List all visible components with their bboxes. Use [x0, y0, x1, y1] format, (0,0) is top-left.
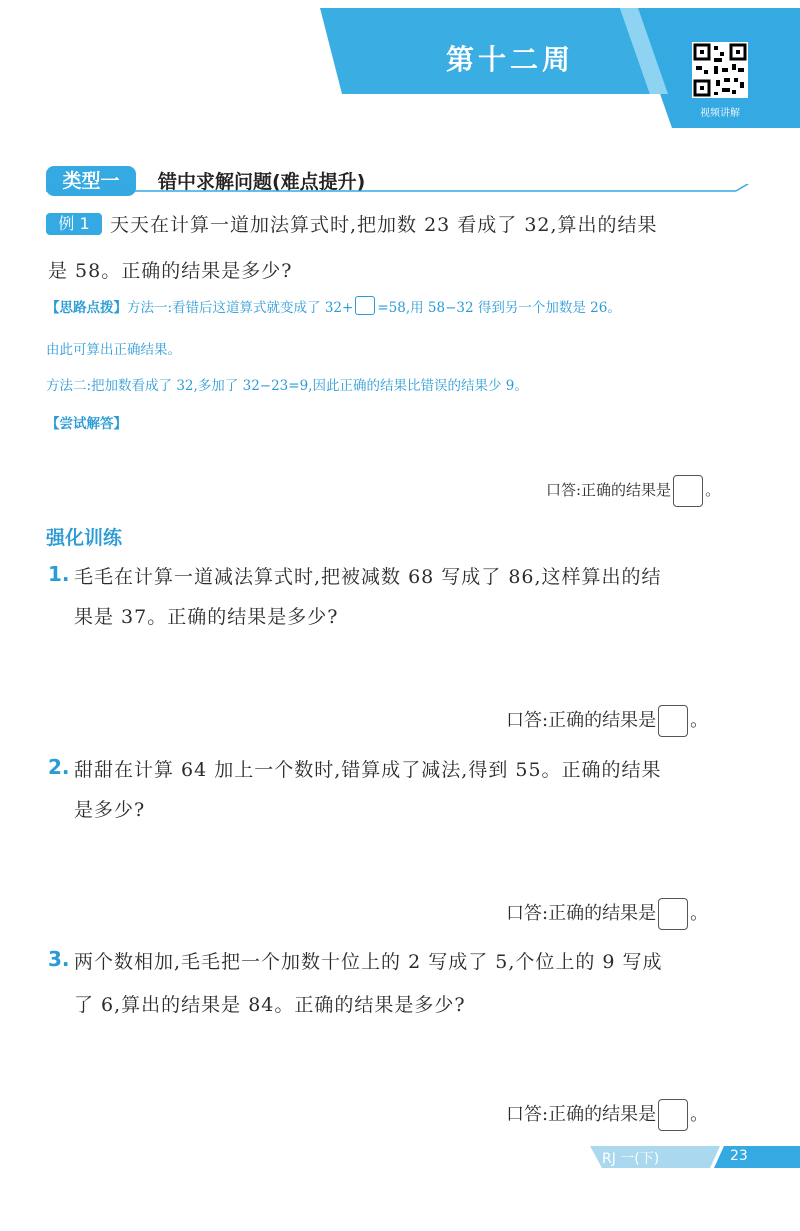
question-number: 2.: [48, 755, 70, 779]
question-number: 3.: [48, 947, 70, 971]
example-question-line-1: 天天在计算一道加法算式时,把加数 23 看成了 32,算出的结果: [110, 214, 658, 236]
answer-prefix: 口答:正确的结果是: [506, 903, 657, 924]
hint-blank-box: [355, 296, 375, 315]
question-2-line-2: 是多少?: [74, 799, 146, 821]
question-1-line-2: 果是 37。正确的结果是多少?: [74, 606, 339, 628]
answer-prefix: 口答:正确的结果是: [506, 710, 657, 731]
question-number: 1.: [48, 562, 70, 586]
hint-line-2: 由此可算出正确结果。: [46, 342, 181, 358]
answer-box[interactable]: [658, 1099, 688, 1131]
question-3-line-2: 了 6,算出的结果是 84。正确的结果是多少?: [74, 994, 466, 1016]
answer-suffix: 。: [690, 710, 709, 731]
footer-label: RJ 一(下): [602, 1151, 660, 1167]
page-number: 23: [730, 1148, 748, 1164]
answer-prefix: 口答:正确的结果是: [546, 481, 672, 499]
answer-suffix: 。: [690, 903, 709, 924]
answer-box[interactable]: [658, 705, 688, 737]
section-title: 错中求解问题(难点提升): [158, 171, 366, 193]
hint-line-1: [46, 296, 621, 316]
qr-caption: 视频讲解: [700, 108, 740, 119]
practice-heading: 强化训练: [46, 527, 123, 549]
example-answer: [546, 475, 720, 507]
answer-box[interactable]: [658, 898, 688, 930]
hint-label: 【思路点拨】: [46, 300, 127, 316]
question-1-answer: [506, 705, 708, 737]
try-answer-label: 【尝试解答】: [46, 416, 127, 432]
qr-code-icon[interactable]: [692, 42, 748, 98]
section-underline: [46, 184, 756, 200]
answer-suffix: 。: [690, 1104, 709, 1125]
answer-box[interactable]: [673, 475, 703, 507]
example-badge: 例 1: [46, 213, 102, 235]
question-2-answer: [506, 898, 708, 930]
week-title: 第十二周: [445, 43, 574, 76]
question-2-line-1: 甜甜在计算 64 加上一个数时,错算成了减法,得到 55。正确的结果: [74, 759, 662, 781]
hint-method-1-b: =58,用 58−32 得到另一个加数是 26。: [377, 300, 621, 316]
hint-method-1-a: 方法一:看错后这道算式就变成了 32+: [127, 300, 354, 316]
hint-line-3: 方法二:把加数看成了 32,多加了 32−23=9,因此正确的结果比错误的结果少 9。: [46, 378, 528, 394]
example-question-line-2: 是 58。正确的结果是多少?: [48, 260, 293, 282]
section-type-badge: 类型一: [46, 166, 136, 196]
question-3-answer: [506, 1099, 708, 1131]
header-banner: [320, 8, 800, 128]
page-footer: [560, 1146, 800, 1168]
question-3-line-1: 两个数相加,毛毛把一个加数十位上的 2 写成了 5,个位上的 9 写成: [74, 951, 663, 973]
answer-prefix: 口答:正确的结果是: [506, 1104, 657, 1125]
question-1-line-1: 毛毛在计算一道减法算式时,把被减数 68 写成了 86,这样算出的结: [74, 566, 662, 588]
answer-suffix: 。: [705, 481, 721, 499]
footer-shape: [560, 1146, 800, 1168]
